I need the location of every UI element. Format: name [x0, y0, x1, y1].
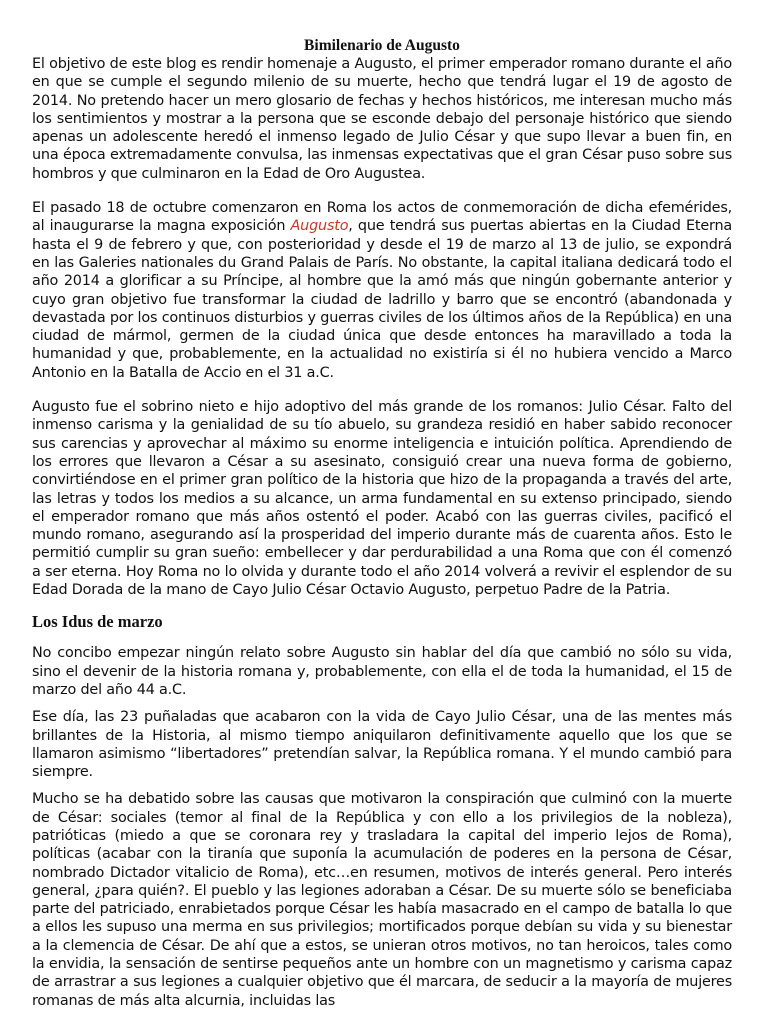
biography-paragraph: Augusto fue el sobrino nieto e hijo adoptivo del más grande de los romanos: Julio César. Falto del inmenso carisma y la genialidad de su tío abuelo, su grandeza residió en haber sabido reconocer sus carencias y aprovechar al máximo su enorme inteligencia e intuición política. Aprendiendo de los errores que llevaron a César a su asesinato, consiguió crear una nueva forma de gobierno, convirtiéndose en el primer gran político de la historia que hizo de la propaganda a través del arte, las letras y todos los medios a su alcance, un arma fundamental en su extenso principado, siendo el emperador romano que más años ostentó el poder. Acabó con las guerras civiles, pacificó el mundo romano, asegurando así la prosperidad del imperio durante más de cuarenta años. Esto le permitió cumplir su gran sueño: embellecer y dar perdurabilidad a una Roma que con él comenzó a ser eterna. Hoy Roma no lo olvida y durante todo el año 2014 volverá a revivir el esplendor de su Edad Dorada de la mano de Cayo Julio César Octavio Augusto, perpetuo Padre de la Patria. [32, 399, 732, 599]
exhibition-text-after: , que tendrá sus puertas abiertas en la Ciudad Eterna hasta el 9 de febrero y que, con posterioridad y desde el 19 de marzo al 13 de julio, se expondrá en las Galeries nationales du Grand Palais de París. No obstante, la capital italiana dedicará todo el año 2014 a glorificar a su Príncipe, al hombre que la amó más que ningún gobernante anterior y cuyo gran objetivo fue transformar la ciudad de ladrillo y barro que se encontró (abandonada y devastada por los continuos disturbios y guerras civiles de los últimos años de la República) en una ciudad de mármol, germen de la ciudad única que desde entonces ha maravillado a toda la humanidad y que, probablemente, en la actualidad no existiría si él no hubiera vencido a Marco Antonio en la Batalla de Accio en el 31 a.C. [32, 218, 732, 381]
document-page [32, 36, 732, 1010]
intro-paragraph: El objetivo de este blog es rendir homenaje a Augusto, el primer emperador romano durante el año en que se cumple el segundo milenio de su muerte, hecho que tendrá lugar el 19 de agosto de 2014. No pretendo hacer un mero glosario de fechas y hechos históricos, me interesan mucho más los sentimientos y mostrar a la persona que se esconde debajo del personaje histórico que siendo apenas un adolescente heredó el inmenso legado de Julio César y que supo llevar a buen fin, en una época extremadamente convulsa, las inmensas expectativas que el gran César puso sobre sus hombros y que culminaron en la Edad de Oro Augustea. [32, 56, 732, 182]
conspiracy-paragraph: Mucho se ha debatido sobre las causas que motivaron la conspiración que culminó con la muerte de César: sociales (temor al final de la República y con ello a los privilegios de la nobleza), patrióticas (miedo a que se coronara rey y trasladara la capital del imperio lejos de Roma), políticas (acabar con la tiranía que suponía la acumulación de poderes en la persona de César, nombrado Dictador vitalicio de Roma), etc…en resumen, motivos de interés general. Pero interés general, ¿para quién?. El pueblo y las legiones adoraban a César. De su muerte sólo se beneficiaba parte del patriciado, enrabietados porque César les había masacrado en el campo de batalla lo que a ellos les supuso una merma en sus privilegios; mortificados porque debían su vida y su bienestar a la clemencia de César. De ahí que a estos, se unieran otros motivos, no tan heroicos, tales como la envidia, la sensación de sentirse pequeños ante un hombre con un magnetismo y carisma capaz de arrastrar a sus legiones a cualquier objetivo que él marcara, de seducir a la mayoría de mujeres romanas de más alta alcurnia, incluidas las [32, 791, 732, 1009]
section-heading: Los Idus de marzo [32, 612, 163, 632]
page-title: Bimilenario de Augusto [304, 37, 460, 54]
exhibition-text-before: El pasado 18 de octubre comenzaron en Roma los actos de conmemoración de dicha efemérides, al inaugurarse la magna exposición [32, 200, 732, 235]
augusto-exhibition-link[interactable]: Augusto [290, 218, 349, 235]
ides-intro-paragraph: No concibo empezar ningún relato sobre Augusto sin hablar del día que cambió no sólo su vida, sino el devenir de la historia romana y, probablemente, con ella el de toda la humanidad, el 15 de marzo del año 44 a.C. [32, 645, 732, 698]
exhibition-paragraph [32, 199, 732, 382]
ides-stabbing-paragraph: Ese día, las 23 puñaladas que acabaron con la vida de Cayo Julio César, una de las mentes más brillantes de la Historia, al mismo tiempo aniquilaron definitivamente aquello que los que se llamaron asimismo “libertadores” pretendían salvar, la República romana. Y el mundo cambió para siempre. [32, 709, 732, 781]
